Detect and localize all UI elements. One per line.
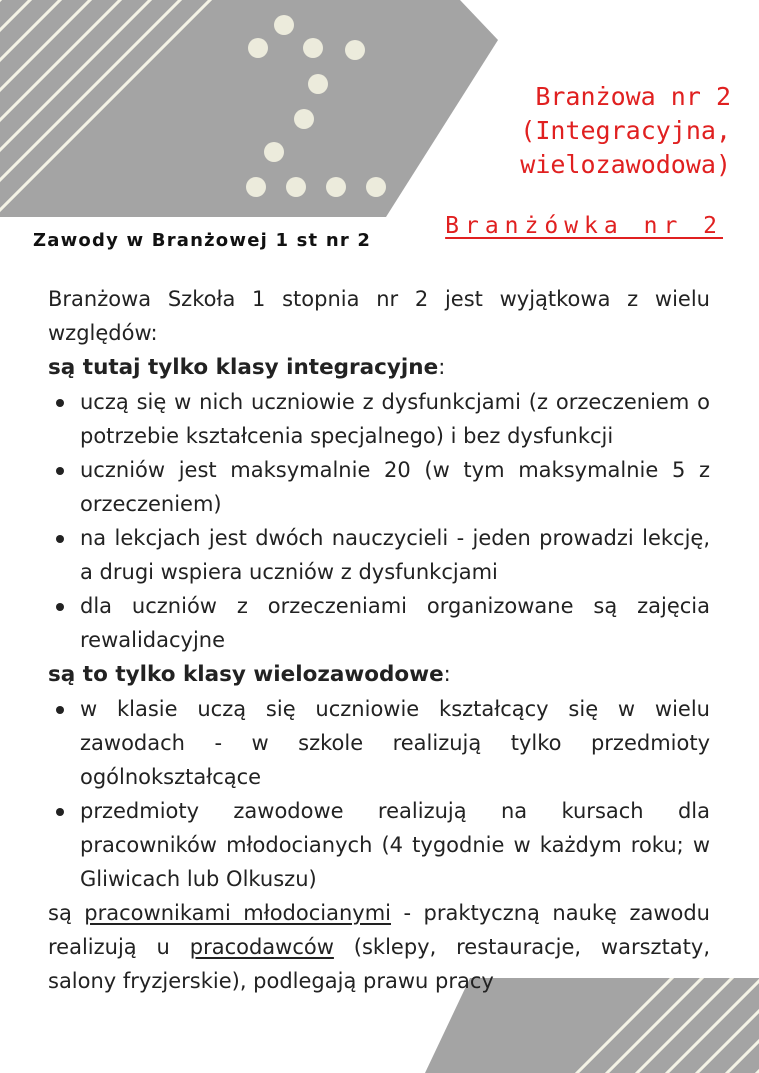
school-title-line: wielozawodowa): [520, 150, 731, 179]
integration-heading-line: są tutaj tylko klasy integracyjne:: [48, 355, 446, 380]
link-pracownikami-mlodocianymi[interactable]: pracownikami młodocianymi: [84, 901, 391, 925]
school-title-line: (Integracyjna,: [520, 116, 731, 145]
list-item: w klasie uczą się uczniowie kształcący się w wielu zawodach - w szkole realizują tylko przedmioty ogólnokształcące: [80, 692, 710, 794]
school-title-line: Branżowa nr 2: [535, 82, 731, 111]
integration-list: [48, 385, 710, 657]
intro-paragraph: Branżowa Szkoła 1 stopnia nr 2 jest wyjątkowa z wielu względów:: [48, 287, 710, 345]
list-item: uczą się w nich uczniowie z dysfunkcjami (z orzeczeniem o potrzebie kształcenia specjalnego) i bez dysfunkcji: [80, 385, 710, 453]
list-item: uczniów jest maksymalnie 20 (w tym maksymalnie 5 z orzeczeniem): [80, 453, 710, 521]
main-content: [48, 282, 710, 998]
multi-heading-line: są to tylko klasy wielozawodowe:: [48, 662, 451, 687]
list-item: dla uczniów z orzeczeniami organizowane są zajęcia rewalidacyjne: [80, 589, 710, 657]
school-title: [431, 80, 731, 182]
multi-list: [48, 692, 710, 896]
school-nickname: Branżówka nr 2: [445, 213, 723, 239]
closing-paragraph: są pracownikami młodocianymi - praktyczną naukę zawodu realizują u pracodawców (sklepy, restauracje, warsztaty, salony fryzjerskie), podlegają prawu pracy: [48, 901, 711, 993]
list-item: przedmioty zawodowe realizują na kursach dla pracowników młodocianych (4 tygodnie w każdym roku; w Gliwicach lub Olkuszu): [80, 794, 710, 896]
list-item: na lekcjach jest dwóch nauczycieli - jeden prowadzi lekcję, a drugi wspiera uczniów z dysfunkcjami: [80, 521, 710, 589]
link-pracodawcow[interactable]: pracodawców: [189, 935, 334, 959]
multi-heading: są to tylko klasy wielozawodowe: [48, 662, 444, 687]
section-heading: Zawody w Branżowej 1 st nr 2: [33, 230, 372, 251]
integration-heading: są tutaj tylko klasy integracyjne: [48, 355, 439, 380]
